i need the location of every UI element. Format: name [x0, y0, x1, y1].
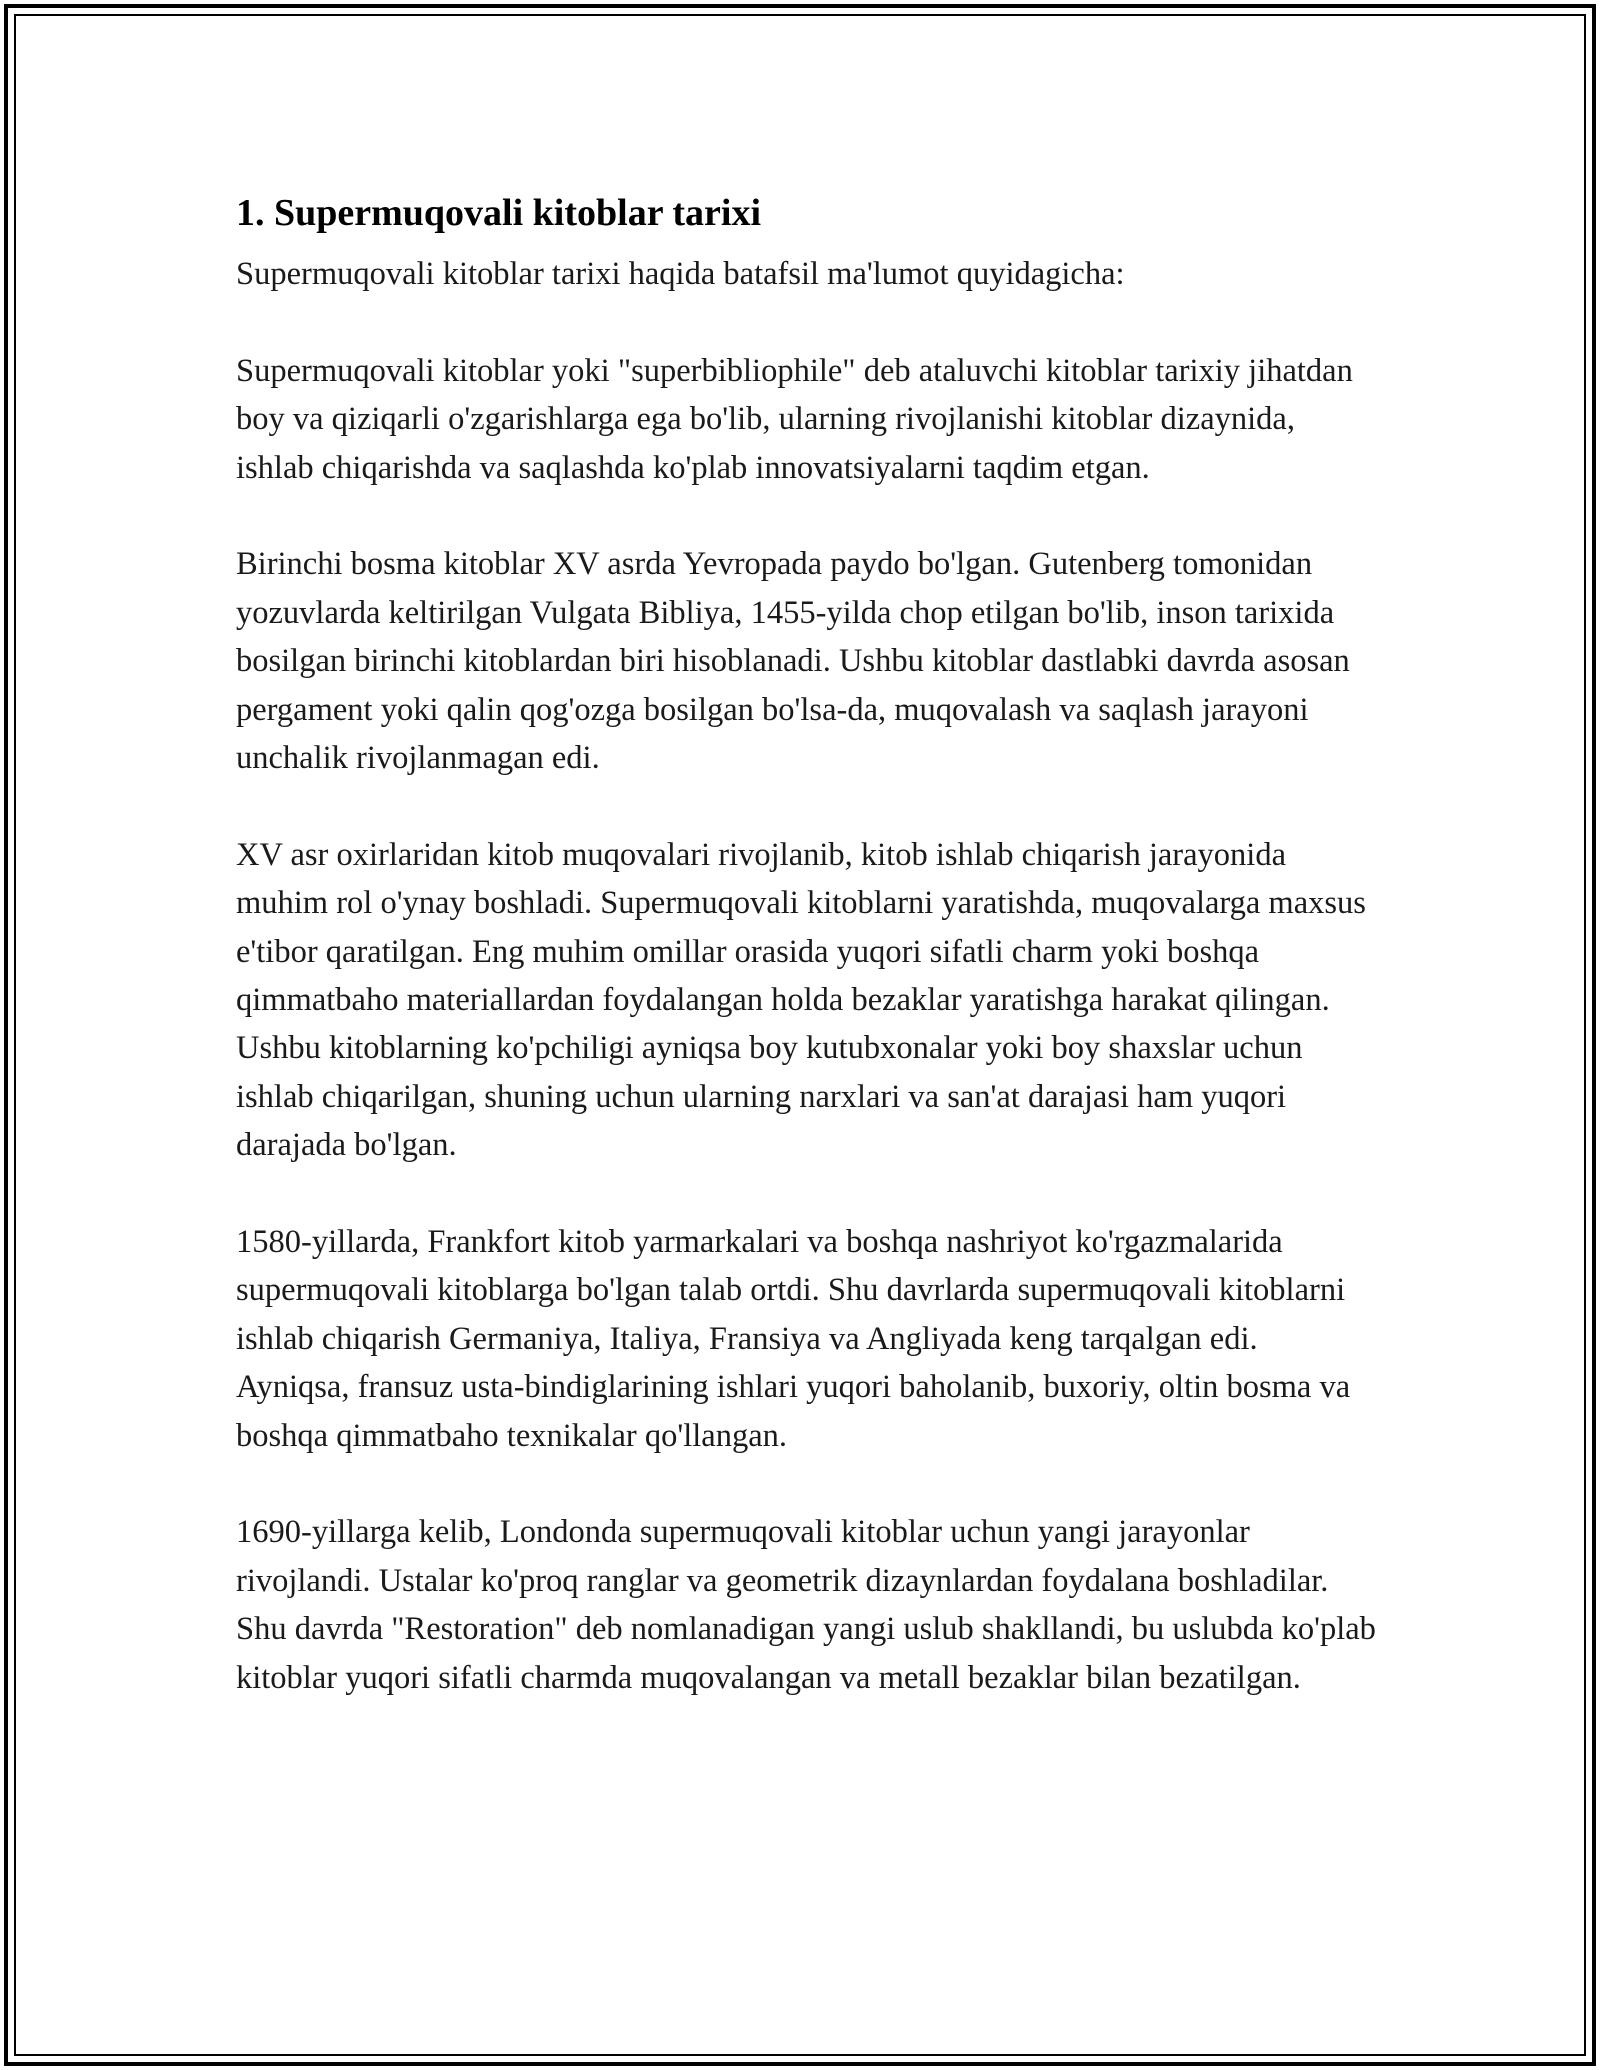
paragraph-superbibliophile: Supermuqovali kitoblar yoki "superbibliophile" deb ataluvchi kitoblar tarixiy jihatdan boy va qiziqarli o'zgarishlarga ega bo'lib, ularning rivojlanishi kitoblar dizaynida, ishlab chiqarishda va saqlashda ko'plab innovatsiyalarni taqdim etgan.	[236, 352, 1353, 486]
paragraph-intro: Supermuqovali kitoblar tarixi haqida batafsil ma'lumot quyidagicha:	[236, 256, 1125, 292]
paragraph-1580s: 1580-yillarda, Frankfort kitob yarmarkalari va boshqa nashriyot ko'rgazmalarida supermuqovali kitoblarga bo'lgan talab ortdi. Shu davrlarda supermuqovali kitoblarni ishlab chiqarish Germaniya, Italiya, Fransiya va Angliyada keng tarqalgan edi. Ayniqsa, fransuz usta-bindiglarining ishlari yuqori baholanib, buxoriy, oltin bosma va boshqa qimmatbaho texnikalar qo'llangan.	[236, 1224, 1351, 1454]
paragraph-1690s: 1690-yillarga kelib, Londonda supermuqovali kitoblar uchun yangi jarayonlar rivojlandi. Ustalar ko'proq ranglar va geometrik dizaynlardan foydalana boshladilar. Shu davrda "Restoration" deb nomlanadigan yangi uslub shakllandi, bu uslubda ko'plab kitoblar yuqori sifatli charmda muqovalangan va metall bezaklar bilan bezatilgan.	[236, 1514, 1376, 1696]
paragraph-first-printed-books: Birinchi bosma kitoblar XV asrda Yevropada paydo bo'lgan. Gutenberg tomonidan yozuvlarda keltirilgan Vulgata Bibliya, 1455-yilda chop etilgan bo'lib, inson tarixida bosilgan birinchi kitoblardan biri hisoblanadi. Ushbu kitoblar dastlabki davrda asosan pergament yoki qalin qog'ozga bosilgan bo'lsa-da, muqovalash va saqlash jarayoni unchalik rivojlanmagan edi.	[236, 546, 1350, 777]
document-title: 1. Supermuqovali kitoblar tarixi	[236, 192, 762, 234]
document-body	[236, 184, 1376, 1751]
paragraph-15th-century-covers: XV asr oxirlaridan kitob muqovalari rivojlanib, kitob ishlab chiqarish jarayonida muhim rol o'ynay boshladi. Supermuqovali kitoblarni yaratishda, muqovalarga maxsus e'tibor qaratilgan. Eng muhim omillar orasida yuqori sifatli charm yoki boshqa qimmatbaho materiallardan foydalangan holda bezaklar yaratishga harakat qilingan. Ushbu kitoblarning ko'pchiligi ayniqsa boy kutubxonalar yoki boy shaxslar uchun ishlab chiqarilgan, shuning uchun ularning narxlari va san'at darajasi ham yuqori darajada bo'lgan.	[236, 836, 1366, 1164]
